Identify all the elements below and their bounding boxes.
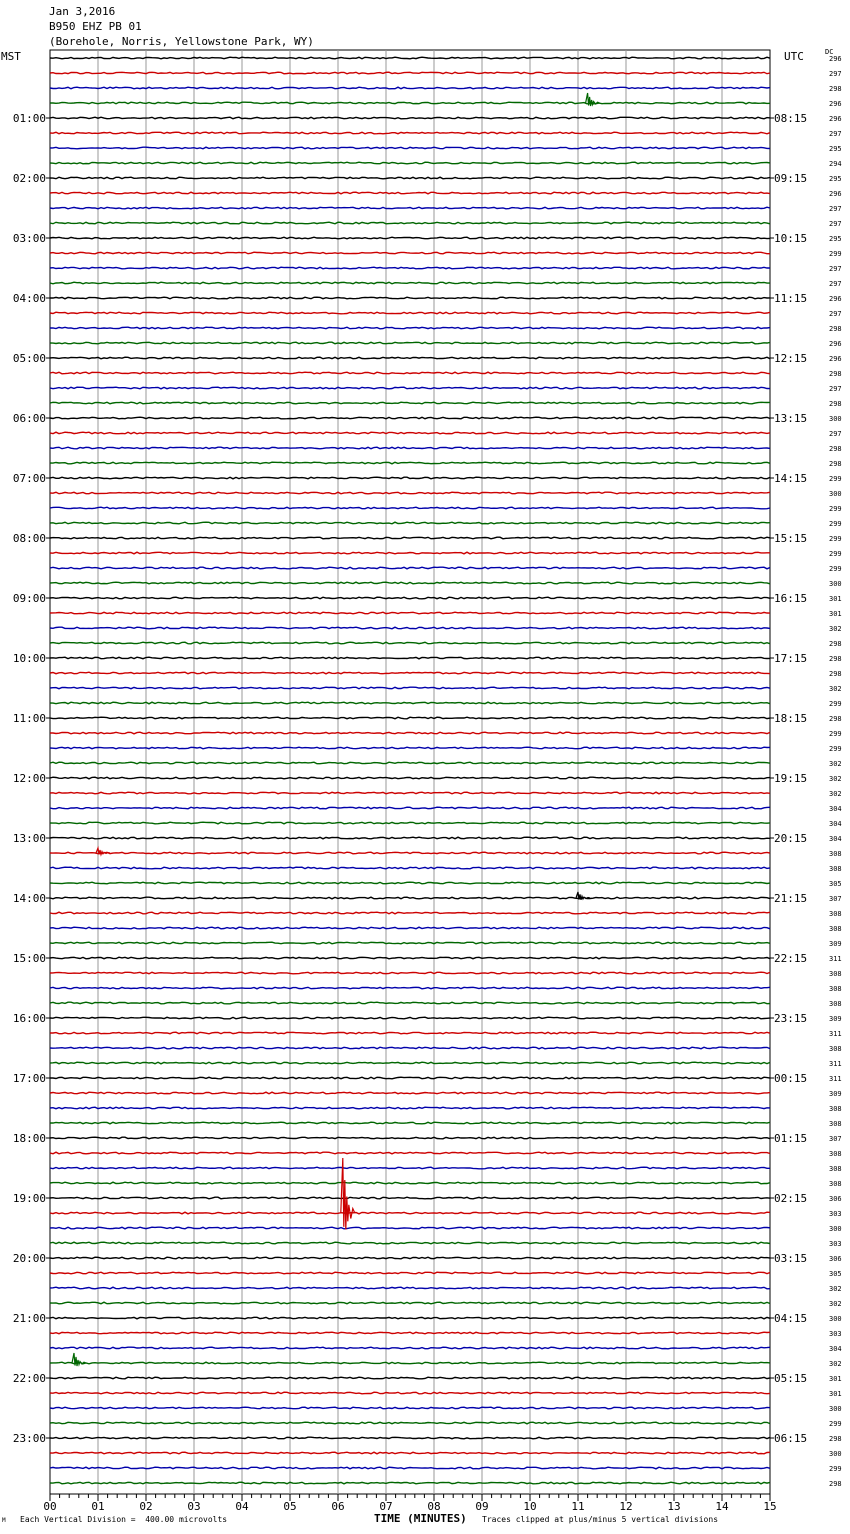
dc-offset-label: 298 xyxy=(829,460,842,468)
x-tick-label: 14 xyxy=(715,1500,729,1513)
seismic-trace xyxy=(50,672,770,674)
seismic-trace xyxy=(50,192,770,194)
seismic-trace xyxy=(50,897,770,899)
dc-offset-label: 308 xyxy=(829,925,842,933)
left-timezone-label: MST xyxy=(1,50,21,63)
dc-offset-label: 298 xyxy=(829,1480,842,1488)
seismic-trace xyxy=(50,837,770,839)
seismic-trace xyxy=(50,867,770,869)
right-hour-label: 17:15 xyxy=(774,652,808,665)
x-tick-label: 11 xyxy=(571,1500,585,1513)
seismic-trace xyxy=(50,1242,770,1244)
x-tick-label: 08 xyxy=(427,1500,441,1513)
dc-offset-label: 308 xyxy=(829,850,842,858)
dc-offset-label: 296 xyxy=(829,115,842,123)
seismic-trace xyxy=(50,57,770,59)
seismic-trace xyxy=(50,282,770,284)
right-hour-label: 22:15 xyxy=(774,952,808,965)
right-hour-label: 13:15 xyxy=(774,412,808,425)
seismic-trace xyxy=(50,357,770,359)
seismic-trace xyxy=(50,657,770,659)
seismic-trace xyxy=(50,267,770,269)
dc-offset-label: 308 xyxy=(829,1150,842,1158)
dc-offset-label: 299 xyxy=(829,535,842,543)
left-hour-label: 11:00 xyxy=(12,712,46,725)
right-hour-label: 15:15 xyxy=(774,532,808,545)
dc-offset-label: 294 xyxy=(829,160,842,168)
seismic-trace xyxy=(50,102,770,104)
left-hour-label: 06:00 xyxy=(12,412,46,425)
right-hour-label: 11:15 xyxy=(774,292,808,305)
seismic-trace xyxy=(50,477,770,479)
dc-offset-label: 303 xyxy=(829,1240,842,1248)
seismic-trace xyxy=(50,1287,770,1289)
seismic-trace xyxy=(50,1317,770,1319)
dc-offset-label: 298 xyxy=(829,400,842,408)
dc-offset-label: 298 xyxy=(829,655,842,663)
dc-offset-label: 308 xyxy=(829,1105,842,1113)
seismic-trace xyxy=(50,162,770,164)
left-hour-label: 18:00 xyxy=(12,1132,46,1145)
dc-offset-label: 302 xyxy=(829,685,842,693)
seismic-trace xyxy=(50,1092,770,1094)
seismic-trace xyxy=(50,522,770,524)
x-axis-title: TIME (MINUTES) xyxy=(374,1512,467,1525)
seismic-trace xyxy=(50,312,770,314)
dc-offset-label: 298 xyxy=(829,640,842,648)
right-hour-label: 06:15 xyxy=(774,1432,808,1445)
right-hour-label: 20:15 xyxy=(774,832,808,845)
dc-offset-label: 302 xyxy=(829,1285,842,1293)
seismic-trace xyxy=(50,387,770,389)
seismic-trace xyxy=(50,1272,770,1274)
dc-offset-label: 299 xyxy=(829,250,842,258)
seismic-trace xyxy=(50,1182,770,1184)
right-hour-label: 08:15 xyxy=(774,112,808,125)
dc-offset-label: 300 xyxy=(829,490,842,498)
seismic-trace xyxy=(50,762,770,764)
seismic-trace xyxy=(50,552,770,554)
left-hour-label: 16:00 xyxy=(12,1012,46,1025)
dc-offset-label: 296 xyxy=(829,295,842,303)
seismic-trace xyxy=(50,297,770,299)
dc-offset-label: 309 xyxy=(829,1015,842,1023)
left-hour-label: 04:00 xyxy=(12,292,46,305)
seismic-trace xyxy=(50,1047,770,1049)
plot-frame xyxy=(50,50,770,1494)
dc-offset-label: 311 xyxy=(829,955,842,963)
seismic-trace xyxy=(50,687,770,689)
dc-offset-label: 299 xyxy=(829,1420,842,1428)
dc-offset-label: 300 xyxy=(829,415,842,423)
dc-offset-label: 309 xyxy=(829,1090,842,1098)
seismic-trace xyxy=(50,147,770,149)
seismic-trace xyxy=(50,1152,770,1154)
dc-offset-label: 304 xyxy=(829,1345,842,1353)
seismic-trace xyxy=(50,807,770,809)
dc-offset-label: 297 xyxy=(829,130,842,138)
left-hour-label: 05:00 xyxy=(12,352,46,365)
seismic-trace xyxy=(50,1392,770,1394)
dc-offset-label: 297 xyxy=(829,280,842,288)
seismic-trace xyxy=(50,1347,770,1349)
x-tick-label: 09 xyxy=(475,1500,489,1513)
x-tick-label: 10 xyxy=(523,1500,537,1513)
dc-offset-label: 299 xyxy=(829,565,842,573)
x-tick-label: 03 xyxy=(187,1500,201,1513)
dc-offset-label: 300 xyxy=(829,1405,842,1413)
left-hour-label: 03:00 xyxy=(12,232,46,245)
dc-offset-label: 311 xyxy=(829,1060,842,1068)
left-hour-label: 07:00 xyxy=(12,472,46,485)
x-tick-label: 15 xyxy=(763,1500,777,1513)
dc-offset-label: 299 xyxy=(829,745,842,753)
seismic-trace xyxy=(50,1362,770,1364)
seismic-trace xyxy=(50,1377,770,1379)
x-tick-label: 06 xyxy=(331,1500,345,1513)
seismic-trace xyxy=(50,402,770,404)
dc-offset-label: 301 xyxy=(829,1390,842,1398)
dc-offset-label: 299 xyxy=(829,475,842,483)
left-hour-label: 14:00 xyxy=(12,892,46,905)
seismic-trace xyxy=(50,1107,770,1109)
seismic-trace xyxy=(50,207,770,209)
corner-mark: M xyxy=(2,1517,6,1524)
seismic-trace xyxy=(50,957,770,959)
dc-offset-label: 296 xyxy=(829,190,842,198)
dc-offset-label: 295 xyxy=(829,175,842,183)
dc-offset-label: 309 xyxy=(829,940,842,948)
right-hour-label: 21:15 xyxy=(774,892,808,905)
dc-offset-label: 298 xyxy=(829,670,842,678)
dc-offset-label: 296 xyxy=(829,340,842,348)
dc-offset-label: 307 xyxy=(829,895,842,903)
right-hour-label: 01:15 xyxy=(774,1132,808,1145)
seismic-trace xyxy=(50,642,770,644)
x-tick-label: 05 xyxy=(283,1500,297,1513)
dc-offset-label: 308 xyxy=(829,865,842,873)
dc-offset-label: 302 xyxy=(829,775,842,783)
dc-offset-label: 298 xyxy=(829,370,842,378)
dc-offset-label: 300 xyxy=(829,1315,842,1323)
right-hour-label: 04:15 xyxy=(774,1312,808,1325)
seismic-trace xyxy=(50,1122,770,1124)
seismic-trace xyxy=(50,1062,770,1064)
seismic-trace xyxy=(50,1257,770,1259)
dc-offset-label: 299 xyxy=(829,700,842,708)
seismic-trace xyxy=(50,417,770,419)
seismic-trace xyxy=(50,792,770,794)
dc-offset-label: 295 xyxy=(829,235,842,243)
x-tick-label: 13 xyxy=(667,1500,681,1513)
left-hour-label: 08:00 xyxy=(12,532,46,545)
dc-offset-label: 308 xyxy=(829,970,842,978)
seismic-trace xyxy=(50,1302,770,1304)
seismic-trace xyxy=(50,912,770,914)
dc-offset-label: 297 xyxy=(829,385,842,393)
dc-offset-label: 308 xyxy=(829,1120,842,1128)
right-hour-label: 12:15 xyxy=(774,352,808,365)
seismic-trace xyxy=(50,1137,770,1139)
dc-offset-label: 298 xyxy=(829,715,842,723)
seismic-trace xyxy=(50,612,770,614)
seismic-trace xyxy=(50,852,770,854)
seismic-trace xyxy=(50,1407,770,1409)
left-hour-label: 21:00 xyxy=(12,1312,46,1325)
dc-offset-label: 304 xyxy=(829,805,842,813)
right-hour-label: 09:15 xyxy=(774,172,808,185)
right-hour-label: 18:15 xyxy=(774,712,808,725)
seismic-trace xyxy=(50,567,770,569)
seismic-trace xyxy=(50,702,770,704)
left-hour-label: 12:00 xyxy=(12,772,46,785)
right-hour-label: 03:15 xyxy=(774,1252,808,1265)
dc-offset-label: 302 xyxy=(829,760,842,768)
x-tick-label: 07 xyxy=(379,1500,393,1513)
x-tick-label: 00 xyxy=(43,1500,57,1513)
seismic-trace xyxy=(50,237,770,239)
dc-offset-label: 301 xyxy=(829,610,842,618)
seismic-trace xyxy=(50,822,770,824)
seismic-trace xyxy=(50,1452,770,1454)
dc-offset-label: 306 xyxy=(829,1255,842,1263)
right-hour-label: 14:15 xyxy=(774,472,808,485)
x-tick-label: 01 xyxy=(91,1500,105,1513)
seismic-trace xyxy=(50,1227,770,1229)
left-hour-label: 15:00 xyxy=(12,952,46,965)
left-hour-label: 19:00 xyxy=(12,1192,46,1205)
seismic-trace xyxy=(50,462,770,464)
dc-offset-label: 295 xyxy=(829,145,842,153)
dc-offset-label: 302 xyxy=(829,1300,842,1308)
seismic-trace xyxy=(50,942,770,944)
seismic-trace xyxy=(50,177,770,179)
dc-offset-label: 304 xyxy=(829,820,842,828)
dc-offset-label: 297 xyxy=(829,430,842,438)
dc-offset-label: 308 xyxy=(829,910,842,918)
seismic-trace xyxy=(50,507,770,509)
dc-offset-label: 306 xyxy=(829,1195,842,1203)
left-hour-label: 17:00 xyxy=(12,1072,46,1085)
right-hour-label: 19:15 xyxy=(774,772,808,785)
dc-offset-label: 303 xyxy=(829,1330,842,1338)
left-hour-label: 01:00 xyxy=(12,112,46,125)
seismic-trace xyxy=(50,537,770,539)
left-hour-label: 09:00 xyxy=(12,592,46,605)
station-location: (Borehole, Norris, Yellowstone Park, WY) xyxy=(49,35,314,48)
dc-offset-label: 311 xyxy=(829,1075,842,1083)
dc-offset-label: 296 xyxy=(829,100,842,108)
x-tick-label: 12 xyxy=(619,1500,633,1513)
seismic-trace xyxy=(50,1467,770,1469)
right-hour-label: 02:15 xyxy=(774,1192,808,1205)
dc-offset-label: 302 xyxy=(829,1360,842,1368)
dc-offset-label: 298 xyxy=(829,445,842,453)
dc-offset-label: 296 xyxy=(829,355,842,363)
dc-offset-label: 297 xyxy=(829,70,842,78)
seismic-trace xyxy=(50,1422,770,1424)
x-tick-label: 04 xyxy=(235,1500,249,1513)
dc-offset-label: 305 xyxy=(829,880,842,888)
dc-offset-label: 297 xyxy=(829,220,842,228)
seismic-trace xyxy=(50,1332,770,1334)
dc-offset-label: 300 xyxy=(829,1225,842,1233)
seismic-trace xyxy=(50,582,770,584)
dc-offset-label: 303 xyxy=(829,1210,842,1218)
seismic-trace xyxy=(50,1197,770,1199)
right-hour-label: 05:15 xyxy=(774,1372,808,1385)
right-hour-label: 10:15 xyxy=(774,232,808,245)
dc-offset-label: 301 xyxy=(829,595,842,603)
dc-offset-label: 301 xyxy=(829,1375,842,1383)
seismic-trace xyxy=(50,1437,770,1439)
seismic-trace xyxy=(50,222,770,224)
clip-note: Traces clipped at plus/minus 5 vertical divisions xyxy=(482,1515,719,1524)
seismic-trace xyxy=(50,882,770,884)
seismic-trace xyxy=(50,327,770,329)
dc-offset-label: 300 xyxy=(829,580,842,588)
seismic-trace xyxy=(50,597,770,599)
left-hour-label: 10:00 xyxy=(12,652,46,665)
plot-date: Jan 3,2016 xyxy=(49,5,116,18)
seismic-trace xyxy=(50,72,770,74)
dc-offset-label: 296 xyxy=(829,55,842,63)
dc-offset-label: 304 xyxy=(829,835,842,843)
left-hour-label: 22:00 xyxy=(12,1372,46,1385)
right-hour-label: 23:15 xyxy=(774,1012,808,1025)
left-hour-label: 23:00 xyxy=(12,1432,46,1445)
seismic-trace xyxy=(50,447,770,449)
seismic-trace xyxy=(50,1032,770,1034)
seismic-trace xyxy=(50,777,770,779)
seismic-trace xyxy=(50,372,770,374)
seismic-trace xyxy=(50,492,770,494)
dc-offset-label: 308 xyxy=(829,1045,842,1053)
seismic-trace xyxy=(50,1077,770,1079)
dc-offset-label: 299 xyxy=(829,505,842,513)
dc-offset-label: 297 xyxy=(829,265,842,273)
seismic-trace xyxy=(50,1167,770,1169)
right-hour-label: 16:15 xyxy=(774,592,808,605)
dc-offset-label: 305 xyxy=(829,1270,842,1278)
dc-offset-label: 299 xyxy=(829,520,842,528)
dc-column-label: DC xyxy=(825,48,834,56)
dc-offset-label: 308 xyxy=(829,1180,842,1188)
right-hour-label: 00:15 xyxy=(774,1072,808,1085)
left-hour-label: 13:00 xyxy=(12,832,46,845)
seismic-trace xyxy=(50,927,770,929)
dc-offset-label: 299 xyxy=(829,1465,842,1473)
dc-offset-label: 298 xyxy=(829,1435,842,1443)
dc-offset-label: 302 xyxy=(829,790,842,798)
seismic-trace xyxy=(50,117,770,119)
seismic-trace xyxy=(50,252,770,254)
right-timezone-label: UTC xyxy=(784,50,804,63)
seismic-trace xyxy=(50,627,770,629)
dc-offset-label: 311 xyxy=(829,1030,842,1038)
x-tick-label: 02 xyxy=(139,1500,153,1513)
seismic-trace xyxy=(50,972,770,974)
seismic-trace xyxy=(50,432,770,434)
dc-offset-label: 308 xyxy=(829,985,842,993)
dc-offset-label: 308 xyxy=(829,1000,842,1008)
dc-offset-label: 302 xyxy=(829,625,842,633)
seismic-trace xyxy=(50,1482,770,1484)
seismic-trace xyxy=(50,87,770,89)
seismic-trace xyxy=(50,132,770,134)
dc-offset-label: 298 xyxy=(829,85,842,93)
dc-offset-label: 299 xyxy=(829,550,842,558)
seismic-trace xyxy=(50,1017,770,1019)
dc-offset-label: 299 xyxy=(829,730,842,738)
dc-offset-label: 308 xyxy=(829,1165,842,1173)
seismic-trace xyxy=(50,717,770,719)
dc-offset-label: 307 xyxy=(829,1135,842,1143)
seismic-trace xyxy=(50,1002,770,1004)
seismic-trace xyxy=(50,747,770,749)
station-code: B950 EHZ PB 01 xyxy=(49,20,142,33)
seismic-trace xyxy=(50,732,770,734)
left-hour-label: 20:00 xyxy=(12,1252,46,1265)
dc-offset-label: 298 xyxy=(829,325,842,333)
dc-offset-label: 300 xyxy=(829,1450,842,1458)
seismic-trace xyxy=(50,1212,770,1214)
scale-note: Each Vertical Division = 400.00 microvolts xyxy=(20,1515,228,1524)
left-hour-label: 02:00 xyxy=(12,172,46,185)
dc-offset-label: 297 xyxy=(829,205,842,213)
seismic-trace xyxy=(50,342,770,344)
seismic-trace xyxy=(50,987,770,989)
dc-offset-label: 297 xyxy=(829,310,842,318)
